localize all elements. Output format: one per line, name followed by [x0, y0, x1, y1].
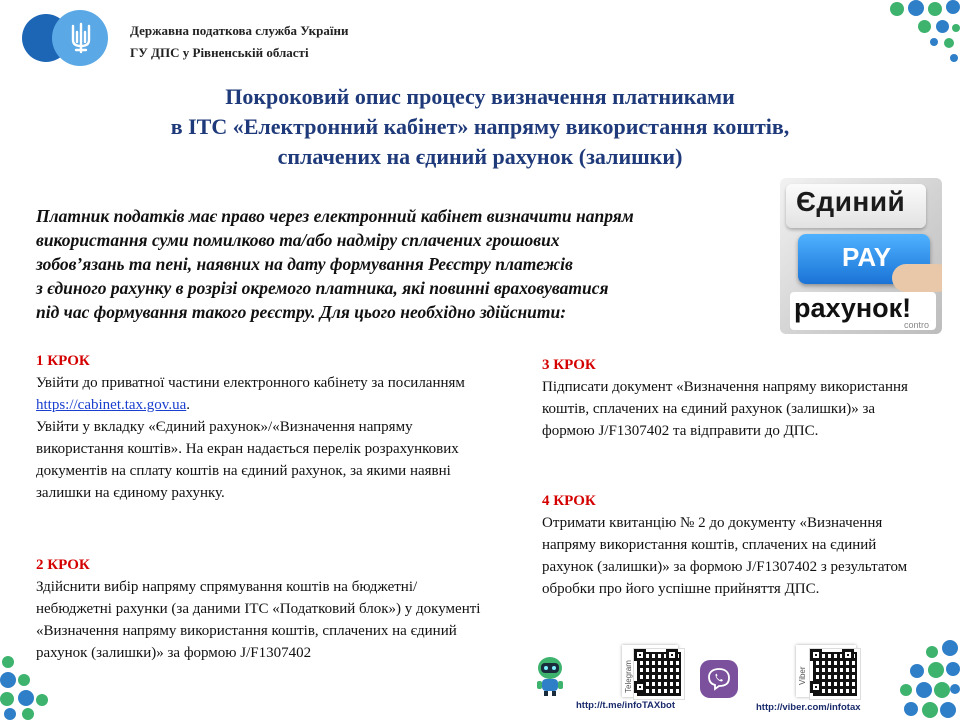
- qr-corner: [810, 681, 822, 693]
- step-1-text: [36, 372, 484, 416]
- intro-line-2: використання суми помилково та/або надміру сплачених грошових: [36, 230, 560, 250]
- title-line-3: сплачених на єдиний рахунок (залишки): [277, 144, 683, 169]
- hand-shape: [892, 264, 942, 292]
- qr-corner: [666, 649, 678, 661]
- step-3: [542, 354, 926, 442]
- intro-line-4: з єдиного рахунку в розрізі окремого платника, які повинні враховуватися: [36, 278, 609, 298]
- word-rakhunok: рахунок!: [794, 293, 912, 323]
- intro-line-1: Платник податків має право через електронний кабінет визначити напрям: [36, 206, 634, 226]
- viber-label: Viber: [798, 666, 807, 685]
- robot-icon: [532, 654, 568, 698]
- telegram-label: Telegram: [624, 660, 633, 693]
- logo: [22, 10, 122, 66]
- telegram-link[interactable]: http://t.me/infoTAXbot: [576, 700, 676, 711]
- org-line-2: ГУ ДПС у Рівненській області: [130, 45, 309, 60]
- intro-line-3: зобов’язань та пені, наявних на дату формування Реєстру платежів: [36, 254, 573, 274]
- title-line-2: в ІТС «Електронний кабінет» напряму використання коштів,: [170, 114, 790, 139]
- step-3-heading: 3 КРОК: [542, 357, 596, 373]
- step-2-heading: 2 КРОК: [36, 557, 90, 573]
- step-1-text-2: Увійти у вкладку «Єдиний рахунок»/«Визначення напряму використання коштів». На екран надається перелік розрахункових документів на сплату коштів на єдиний рахунок, за якими наявні залишки на єдиному рахунку.: [36, 419, 459, 501]
- step-2: [36, 554, 484, 664]
- qr-corner: [842, 649, 854, 661]
- word-yedynyi: Єдиний: [796, 186, 906, 217]
- step-1-text-after-link: .: [186, 397, 190, 413]
- step-1-heading: 1 КРОК: [36, 353, 90, 369]
- qr-corner: [810, 649, 822, 661]
- intro-line-5: під час формування такого реєстру. Для цього необхідно здійснити:: [36, 302, 567, 322]
- pay-image: [780, 178, 942, 334]
- title-line-1: Покроковий опис процесу визначення платниками: [225, 84, 735, 109]
- telegram-qr[interactable]: [622, 645, 678, 697]
- trident-icon: [70, 22, 92, 54]
- qr-corner: [634, 649, 646, 661]
- qr-corner: [634, 681, 646, 693]
- step-4: [542, 490, 926, 600]
- org-name: [130, 20, 348, 64]
- step-2-text: Здійснити вибір напряму спрямування коштів на бюджетні/небюджетні рахунки (за даними ІТС «Податковий блок») у документі «Визначення напряму використання коштів, сплачених на єдиний рахунок (залишки)» за формою J/F1307402: [36, 579, 481, 661]
- step-1: [36, 350, 484, 504]
- intro-paragraph: [36, 204, 768, 324]
- viber-logo: [700, 660, 738, 698]
- faint-key-label: contro: [904, 320, 930, 330]
- org-line-1: Державна податкова служба України: [130, 23, 349, 38]
- step-1-text-before-link: Увійти до приватної частини електронного кабінету за посиланням: [36, 375, 465, 391]
- cabinet-link[interactable]: https://cabinet.tax.gov.ua: [36, 397, 187, 413]
- page-title: [0, 82, 960, 172]
- viber-link[interactable]: http://viber.com/infotax: [756, 702, 861, 713]
- step-3-text: Підписати документ «Визначення напряму використання коштів, сплачених на єдиний рахунок (залишки)» за формою J/F1307402 та відправити до ДПС.: [542, 379, 908, 439]
- word-pay: PAY: [842, 242, 892, 272]
- step-4-text: Отримати квитанцію № 2 до документу «Визначення напряму використання коштів, сплачених на єдиний рахунок (залишки)» за формою J/F1307402 з результатом обробки про його успішне прийняття ДПС.: [542, 515, 908, 597]
- viber-qr[interactable]: [796, 645, 856, 697]
- viber-phone-icon: [707, 667, 731, 691]
- step-4-heading: 4 КРОК: [542, 493, 596, 509]
